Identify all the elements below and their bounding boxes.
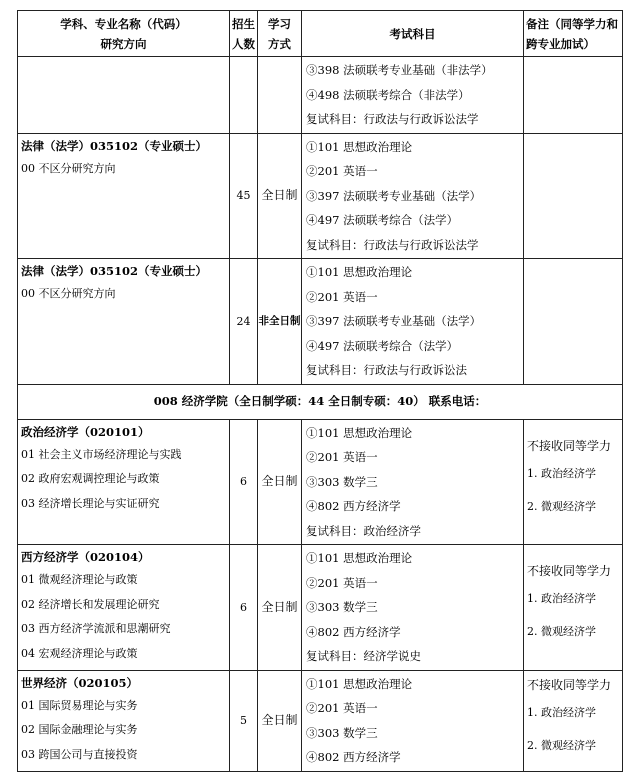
note-item: 1. 政治经济学 [527, 466, 596, 480]
note-item: 2. 微观经济学 [527, 738, 596, 752]
count-cell: 5 [230, 670, 258, 771]
count-cell: 6 [230, 419, 258, 545]
exam-item: ③303 数学三 [306, 725, 378, 740]
exam-item: ①101 思想政治理论 [306, 551, 413, 565]
mode-cell [258, 57, 302, 134]
exam-cell [302, 259, 524, 385]
research-direction: 00 不区分研究方向 [21, 287, 116, 300]
exam-item: ②201 英语一 [306, 575, 378, 590]
exam-item: ①101 思想政治理论 [306, 265, 413, 279]
exam-item: ④497 法硕联考综合（法学） [306, 213, 459, 227]
exam-item: ④497 法硕联考综合（法学） [306, 338, 459, 353]
note-item: 1. 政治经济学 [527, 705, 596, 719]
research-direction: 01 国际贸易理论与实务 [21, 698, 138, 712]
exam-item: ②201 英语一 [306, 701, 378, 715]
header-note: 备注（同等学力和 跨专业加试） [524, 11, 623, 57]
note-item: 2. 微观经济学 [527, 499, 596, 513]
major-title: 西方经济学（020104） [21, 550, 150, 564]
exam-cell [302, 545, 524, 671]
major-title: 世界经济（020105） [21, 675, 139, 690]
mode-cell: 全日制 [258, 670, 302, 771]
mode-cell: 全日制 [258, 133, 302, 259]
research-direction: 04 宏观经济理论与政策 [21, 646, 138, 660]
header-mode: 学习 方式 [258, 11, 302, 57]
exam-cell [302, 670, 524, 771]
research-direction: 03 西方经济学流派和思潮研究 [21, 622, 171, 635]
note-item: 2. 微观经济学 [527, 625, 596, 638]
exam-item: ④802 西方经济学 [306, 624, 401, 639]
table-row [18, 545, 623, 671]
header-major: 学科、专业名称（代码） 研究方向 [18, 11, 230, 57]
major-title: 法律（法学）035102（专业硕士） [21, 138, 208, 153]
exam-cell [302, 133, 524, 259]
note-item: 不接收同等学力 [527, 564, 612, 578]
exam-item: ②201 英语一 [306, 164, 378, 178]
count-cell: 24 [230, 259, 258, 385]
table-row [18, 57, 623, 134]
header-count: 招生 人数 [230, 11, 258, 57]
exam-cell [302, 419, 524, 545]
exam-item: 复试科目：政治经济学 [306, 523, 421, 538]
table-row [18, 259, 623, 385]
exam-item: ④802 西方经济学 [306, 499, 401, 513]
exam-item: ④498 法硕联考综合（非法学） [306, 87, 470, 102]
major-cell [18, 419, 230, 545]
note-item: 不接收同等学力 [527, 438, 612, 453]
major-cell [18, 545, 230, 671]
department-row [18, 384, 623, 419]
research-direction: 00 不区分研究方向 [21, 161, 116, 175]
exam-item: ①101 思想政治理论 [306, 139, 413, 154]
exam-item: 复试科目：行政法与行政诉讼法 [306, 363, 467, 377]
table-row [18, 670, 623, 771]
major-cell [18, 670, 230, 771]
mode-cell: 非全日制 [258, 259, 302, 385]
exam-item: 复试科目：行政法与行政诉讼法学 [306, 112, 479, 126]
note-item: 不接收同等学力 [527, 677, 612, 692]
exam-item: 复试科目：经济学说史 [306, 649, 421, 663]
research-direction: 01 微观经济理论与政策 [21, 573, 138, 586]
header-exam: 考试科目 [302, 11, 524, 57]
major-cell [18, 57, 230, 134]
research-direction: 03 经济增长理论与实证研究 [21, 496, 160, 510]
exam-item: ③303 数学三 [306, 600, 378, 614]
note-cell [524, 57, 623, 134]
exam-item: ①101 思想政治理论 [306, 425, 413, 440]
note-cell [524, 670, 623, 771]
exam-item: ④802 西方经济学 [306, 750, 401, 764]
exam-item: ①101 思想政治理论 [306, 676, 413, 691]
exam-item: ③397 法硕联考专业基础（法学） [306, 314, 482, 328]
major-title: 政治经济学（020101） [21, 424, 150, 439]
exam-item: ③397 法硕联考专业基础（法学） [306, 188, 482, 203]
research-direction: 01 社会主义市场经济理论与实践 [21, 447, 182, 461]
count-cell: 45 [230, 133, 258, 259]
note-item: 1. 政治经济学 [527, 592, 596, 605]
research-direction: 02 国际金融理论与实务 [21, 723, 138, 736]
exam-item: ③303 数学三 [306, 474, 378, 489]
exam-item: 复试科目：行政法与行政诉讼法学 [306, 237, 479, 252]
major-cell [18, 133, 230, 259]
department-title: 008 经济学院（全日制学硕：44 全日制专硕：40） 联系电话： [18, 384, 623, 419]
note-cell [524, 133, 623, 259]
exam-item: ②201 英语一 [306, 450, 378, 464]
research-direction: 02 经济增长和发展理论研究 [21, 597, 160, 611]
count-cell: 6 [230, 545, 258, 671]
count-cell [230, 57, 258, 134]
major-cell [18, 259, 230, 385]
mode-cell: 全日制 [258, 545, 302, 671]
note-cell [524, 419, 623, 545]
note-cell [524, 259, 623, 385]
exam-item: ②201 英语一 [306, 289, 378, 304]
admissions-table [17, 10, 623, 772]
note-cell [524, 545, 623, 671]
research-direction: 02 政府宏观调控理论与政策 [21, 472, 160, 485]
mode-cell: 全日制 [258, 419, 302, 545]
research-direction: 03 跨国公司与直接投资 [21, 747, 138, 761]
exam-item: ③398 法硕联考专业基础（非法学） [306, 63, 493, 77]
table-row [18, 133, 623, 259]
header-row [18, 11, 623, 57]
exam-cell [302, 57, 524, 134]
table-row [18, 419, 623, 545]
major-title: 法律（法学）035102（专业硕士） [21, 264, 208, 278]
